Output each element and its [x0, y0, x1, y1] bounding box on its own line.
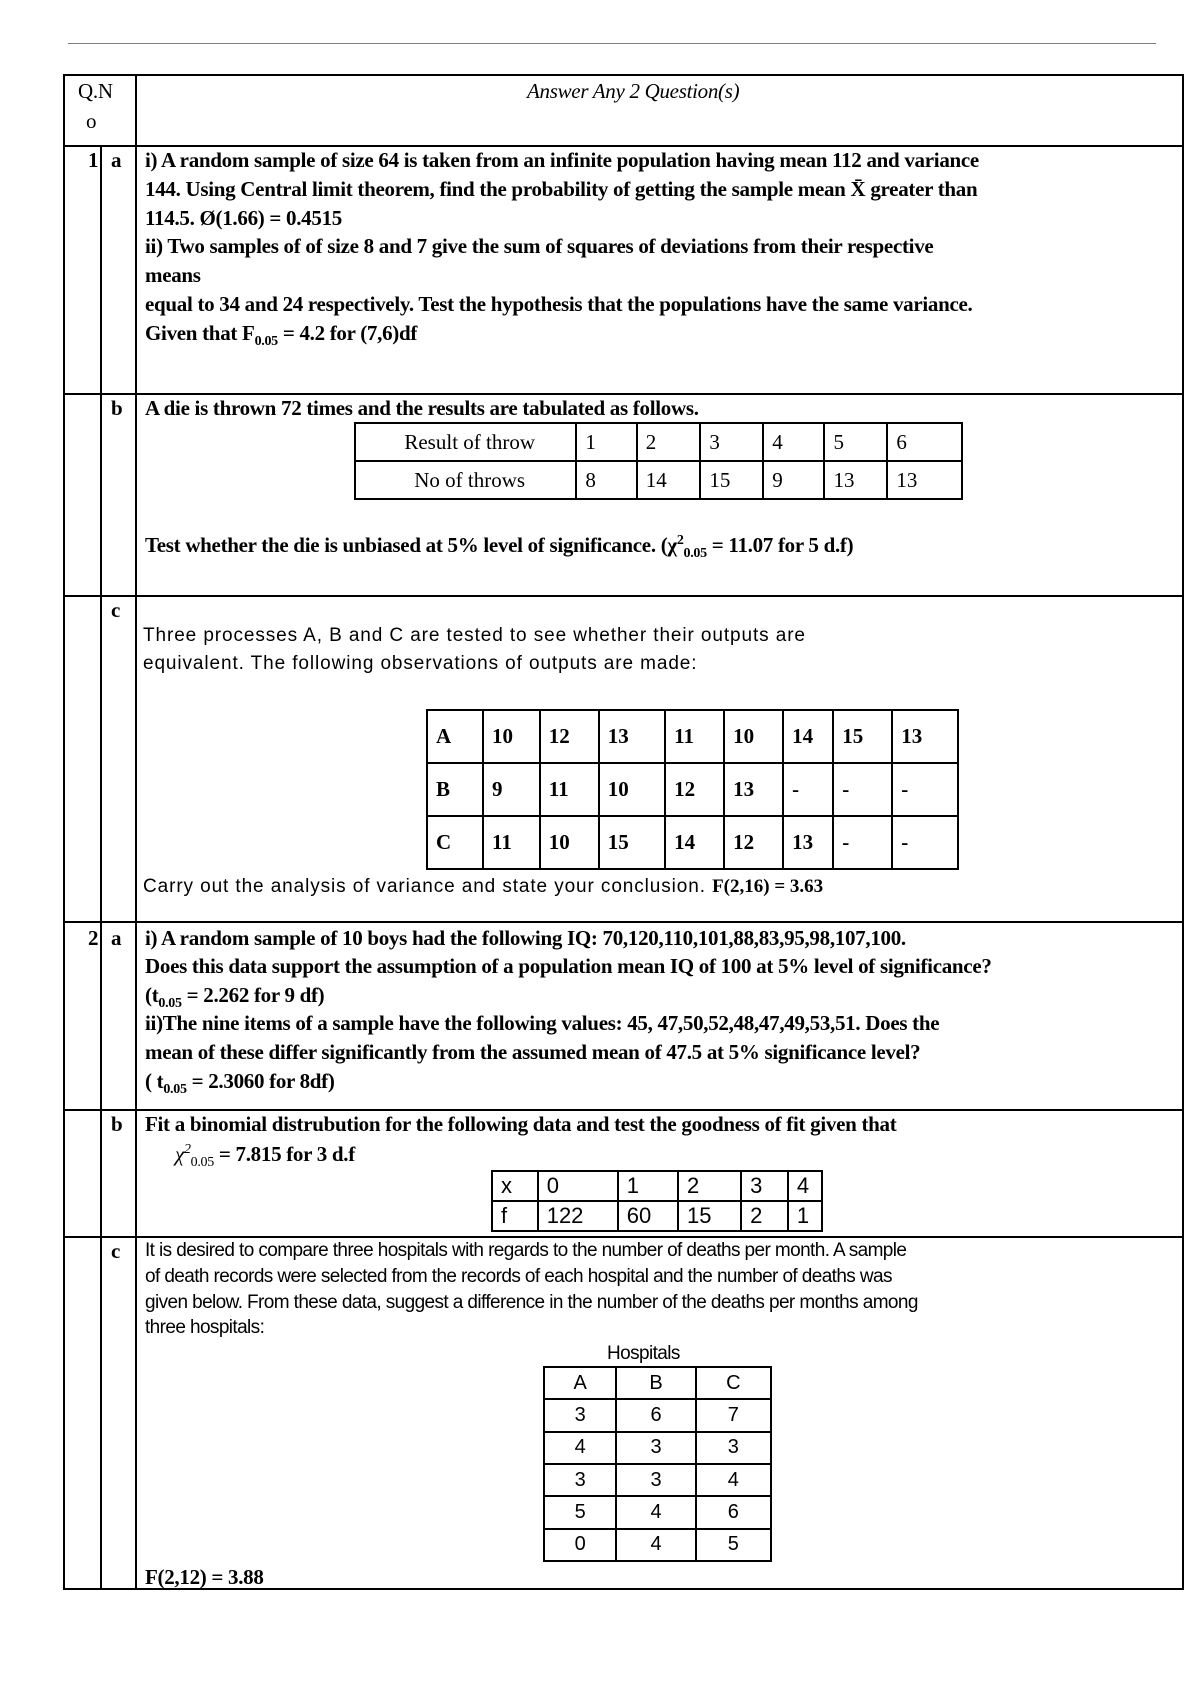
table-cell: 5	[824, 423, 887, 461]
binomial-data-table	[491, 1170, 823, 1232]
given-text: Given that F	[145, 321, 255, 345]
table-cell: -	[833, 763, 892, 816]
table-row	[544, 1367, 771, 1399]
q1a-line: i) A random sample of size 64 is taken from an infinite population having mean 112 and variance	[145, 148, 979, 172]
text: = 7.815 for 3 d.f	[213, 1142, 355, 1166]
table-cell: 10	[483, 710, 540, 763]
subscript: 0.05	[254, 334, 278, 350]
subscript: 0.05	[190, 1155, 214, 1171]
part-label: b	[111, 1112, 123, 1136]
table-cell: 10	[724, 710, 783, 763]
table-cell: 2	[678, 1171, 741, 1201]
table-cell: 13	[724, 763, 783, 816]
table-cell: 15	[599, 816, 665, 869]
table-cell: -	[783, 763, 833, 816]
table-cell: 15	[833, 710, 892, 763]
table-cell: 2	[637, 423, 701, 461]
q2c-line: three hospitals:	[145, 1317, 265, 1338]
superscript: 2	[183, 1142, 191, 1157]
table-cell: 13	[783, 816, 833, 869]
part-label: a	[111, 148, 122, 172]
question-text: = 11.07 for 5 d.f)	[706, 533, 854, 557]
table-row	[355, 461, 962, 499]
q1b-intro: A die is thrown 72 times and the results are tabulated as follows.	[145, 396, 699, 420]
table-cell: 9	[483, 763, 540, 816]
table-row	[544, 1496, 771, 1528]
column-divider	[100, 145, 102, 1590]
table-row	[427, 763, 958, 816]
subscript: 0.05	[163, 1082, 187, 1098]
table-cell: A	[427, 710, 483, 763]
table-cell: 3	[700, 423, 763, 461]
subscript: 0.05	[158, 996, 182, 1012]
f-value: F(2,16) = 3.63	[712, 876, 824, 897]
table-cell: 6	[696, 1496, 771, 1528]
table-cell: 14	[665, 816, 724, 869]
q1c-line: equivalent. The following observations of outputs are made:	[143, 653, 698, 674]
table-cell: 14	[783, 710, 833, 763]
table-cell: 6	[616, 1399, 695, 1431]
table-row	[544, 1464, 771, 1496]
q2a-t1	[145, 981, 325, 1012]
text: = 2.3060 for 8df)	[186, 1069, 335, 1093]
q1a-line: ii) Two samples of of size 8 and 7 give the sum of squares of deviations from their respective	[145, 234, 934, 258]
part-label: c	[111, 598, 121, 622]
table-cell: 10	[599, 763, 665, 816]
table-cell: 60	[618, 1201, 678, 1231]
table-cell: 3	[544, 1399, 616, 1431]
table-cell: 6	[887, 423, 962, 461]
table-cell: 122	[538, 1201, 618, 1231]
qno-header: Q.N	[78, 79, 113, 103]
table-row	[427, 710, 958, 763]
table-cell: 3	[616, 1464, 695, 1496]
die-throws-table	[354, 422, 963, 500]
q1a-line: means	[145, 263, 201, 287]
process-outputs-table	[426, 709, 959, 870]
table-cell: 13	[824, 461, 887, 499]
q1a-line: 144. Using Central limit theorem, find the probability of getting the sample mean X̄ greater than	[145, 177, 978, 201]
question-number: 2	[88, 926, 99, 950]
table-cell: 14	[637, 461, 701, 499]
superscript: 2	[676, 533, 684, 548]
table-cell: B	[616, 1367, 695, 1399]
table-cell: 11	[665, 710, 724, 763]
text: = 2.262 for 9 df)	[181, 983, 325, 1007]
q2c-line: given below. From these data, suggest a difference in the number of the deaths per months among	[145, 1292, 918, 1313]
table-cell: A	[544, 1367, 616, 1399]
row-divider	[63, 921, 1184, 923]
table-cell: 5	[544, 1496, 616, 1528]
q2a-line: Does this data support the assumption of a population mean IQ of 100 at 5% level of significance?	[145, 954, 992, 978]
table-cell: 11	[540, 763, 599, 816]
table-cell: 3	[616, 1432, 695, 1464]
table-cell: 3	[696, 1432, 771, 1464]
q1b-question	[145, 531, 854, 562]
hospital-deaths-table	[543, 1366, 772, 1562]
given-text: = 4.2 for (7,6)df	[277, 321, 418, 345]
table-row	[544, 1529, 771, 1561]
q1a-line: equal to 34 and 24 respectively. Test the hypothesis that the populations have the same variance.	[145, 292, 973, 316]
table-cell: 4	[616, 1496, 695, 1528]
table-cell: 12	[724, 816, 783, 869]
table-cell: B	[427, 763, 483, 816]
table-row	[492, 1171, 822, 1201]
table-row	[427, 816, 958, 869]
q2a-line: ii)The nine items of a sample have the following values: 45, 47,50,52,48,47,49,53,51. Does the	[145, 1011, 940, 1035]
table-cell: 7	[696, 1399, 771, 1431]
page-title: Answer Any 2 Question(s)	[527, 79, 740, 103]
q2b-chi	[175, 1140, 355, 1171]
table-cell: 11	[483, 816, 540, 869]
q2a-t2	[145, 1067, 335, 1098]
table-cell: -	[833, 816, 892, 869]
table-cell: No of throws	[355, 461, 576, 499]
table-cell: 5	[696, 1529, 771, 1561]
table-row	[544, 1432, 771, 1464]
q2c-line: of death records were selected from the records of each hospital and the number of deaths was	[145, 1266, 892, 1287]
chi-symbol: χ	[175, 1142, 184, 1166]
conclusion-text: Carry out the analysis of variance and state your conclusion.	[143, 876, 706, 897]
table-cell: 13	[599, 710, 665, 763]
table-cell: C	[427, 816, 483, 869]
table-row	[492, 1201, 822, 1231]
row-divider	[63, 595, 1184, 597]
q2b-intro: Fit a binomial distrubution for the following data and test the goodness of fit given that	[145, 1112, 897, 1136]
q1a-line: 114.5. Ø(1.66) = 0.4515	[145, 206, 342, 230]
q2a-line: i) A random sample of 10 boys had the following IQ: 70,120,110,101,88,83,95,98,107,100.	[145, 926, 906, 950]
table-caption: Hospitals	[607, 1343, 680, 1364]
f-value: F(2,12) = 3.88	[145, 1565, 264, 1589]
table-cell: 15	[678, 1201, 741, 1231]
q2a-line: mean of these differ significantly from the assumed mean of 47.5 at 5% significance level?	[145, 1040, 921, 1064]
q1a-given	[145, 319, 418, 350]
table-cell: f	[492, 1201, 538, 1231]
table-cell: x	[492, 1171, 538, 1201]
table-cell: 15	[700, 461, 763, 499]
table-border-top	[63, 74, 1184, 76]
table-cell: 9	[763, 461, 824, 499]
text: (t	[145, 983, 159, 1007]
question-text: Test whether the die is unbiased at 5% level of significance. (χ	[145, 533, 677, 557]
table-cell: 13	[892, 710, 958, 763]
q2c-line: It is desired to compare three hospitals with regards to the number of deaths per month. A sample	[145, 1240, 907, 1261]
table-cell: 3	[741, 1171, 788, 1201]
q1c-line: Three processes A, B and C are tested to see whether their outputs are	[143, 625, 806, 646]
part-label: b	[111, 396, 123, 420]
table-cell: 2	[741, 1201, 788, 1231]
table-cell: -	[892, 816, 958, 869]
subscript: 0.05	[683, 546, 707, 562]
table-cell: 1	[618, 1171, 678, 1201]
table-border-left	[63, 74, 65, 1590]
table-cell: -	[892, 763, 958, 816]
table-cell: 0	[544, 1529, 616, 1561]
table-cell: 12	[540, 710, 599, 763]
qno-header-cont: o	[86, 109, 97, 133]
table-cell: 3	[544, 1464, 616, 1496]
table-border-right	[1182, 74, 1184, 1590]
table-cell: 4	[763, 423, 824, 461]
table-cell: C	[696, 1367, 771, 1399]
table-cell: 4	[788, 1171, 822, 1201]
table-cell: Result of throw	[355, 423, 576, 461]
table-cell: 1	[788, 1201, 822, 1231]
table-row	[544, 1399, 771, 1431]
table-cell: 0	[538, 1171, 618, 1201]
column-divider	[135, 74, 137, 1590]
table-cell: 13	[887, 461, 962, 499]
table-cell: 12	[665, 763, 724, 816]
q1c-conclusion	[143, 874, 823, 900]
part-label: c	[111, 1239, 121, 1263]
table-cell: 1	[576, 423, 636, 461]
part-label: a	[111, 926, 122, 950]
table-cell: 4	[696, 1464, 771, 1496]
table-cell: 4	[544, 1432, 616, 1464]
question-number: 1	[88, 148, 99, 172]
table-cell: 10	[540, 816, 599, 869]
text: ( t	[145, 1069, 164, 1093]
header-rule	[68, 43, 1156, 44]
table-row	[355, 423, 962, 461]
table-cell: 8	[576, 461, 636, 499]
table-cell: 4	[616, 1529, 695, 1561]
